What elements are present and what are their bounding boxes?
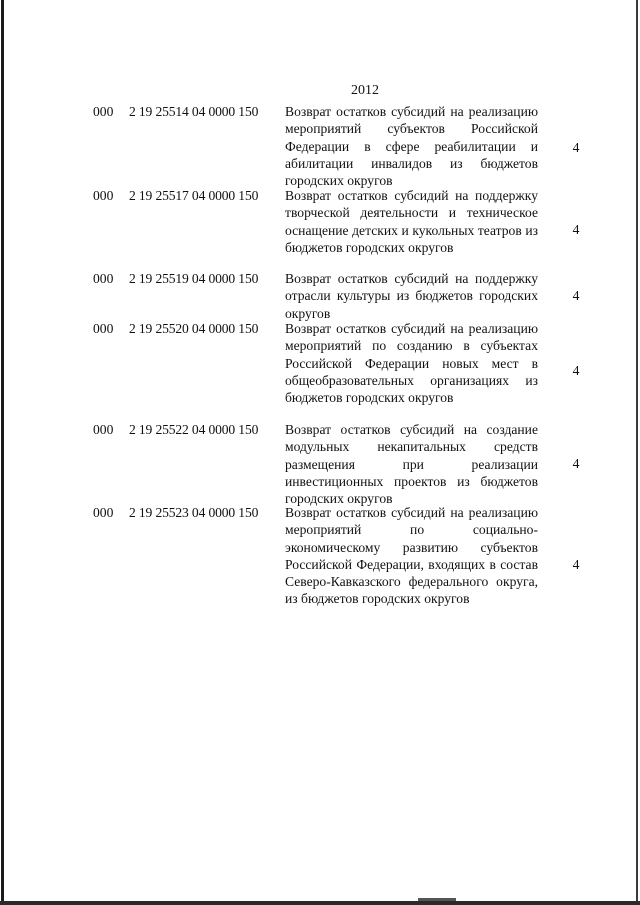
admin-code: 000 <box>93 271 114 286</box>
income-name: Возврат остатков субсидий на реализацию мероприятий по социально-экономическому развитию субъектов Российской Федерации, входящих в состав Северо-Кавказского федерального округа, из бюджетов городских округов <box>285 505 538 607</box>
scan-edge-left <box>1 0 4 905</box>
admin-code: 000 <box>93 321 114 336</box>
amount: 4 <box>572 288 580 303</box>
amount: 4 <box>572 557 580 572</box>
amount: 4 <box>572 140 580 155</box>
amount: 4 <box>572 363 580 378</box>
budget-code: 2 19 25514 04 0000 150 <box>129 104 259 119</box>
budget-code: 2 19 25522 04 0000 150 <box>129 422 259 437</box>
income-name: Возврат остатков субсидий на реализацию мероприятий субъектов Российской Федерации в сфере реабилитации и абилитации инвалидов из бюджетов городских округов <box>285 104 538 189</box>
income-name: Возврат остатков субсидий на поддержку отрасли культуры из бюджетов городских округов <box>285 271 538 321</box>
scan-edge-right <box>636 0 638 905</box>
budget-code: 2 19 25523 04 0000 150 <box>129 505 259 520</box>
budget-code: 2 19 25517 04 0000 150 <box>129 188 259 203</box>
admin-code: 000 <box>93 505 114 520</box>
scan-edge-bottom <box>0 901 640 905</box>
income-name: Возврат остатков субсидий на поддержку творческой деятельности и техническое оснащение детских и кукольных театров из бюджетов городских округов <box>285 188 538 255</box>
amount: 4 <box>572 222 580 237</box>
budget-code: 2 19 25519 04 0000 150 <box>129 271 259 286</box>
admin-code: 000 <box>93 104 114 119</box>
admin-code: 000 <box>93 422 114 437</box>
year-header: 2012 <box>351 83 379 98</box>
amount: 4 <box>572 456 580 471</box>
budget-code: 2 19 25520 04 0000 150 <box>129 321 259 336</box>
income-name: Возврат остатков субсидий на создание модульных некапитальных средств размещения при реализации инвестиционных проектов из бюджетов городских округов <box>285 422 538 507</box>
admin-code: 000 <box>93 188 114 203</box>
income-name: Возврат остатков субсидий на реализацию мероприятий по созданию в субъектах Российской Федерации новых мест в общеобразовательных организациях из бюджетов городских округов <box>285 321 538 406</box>
scan-smudge <box>418 898 456 901</box>
